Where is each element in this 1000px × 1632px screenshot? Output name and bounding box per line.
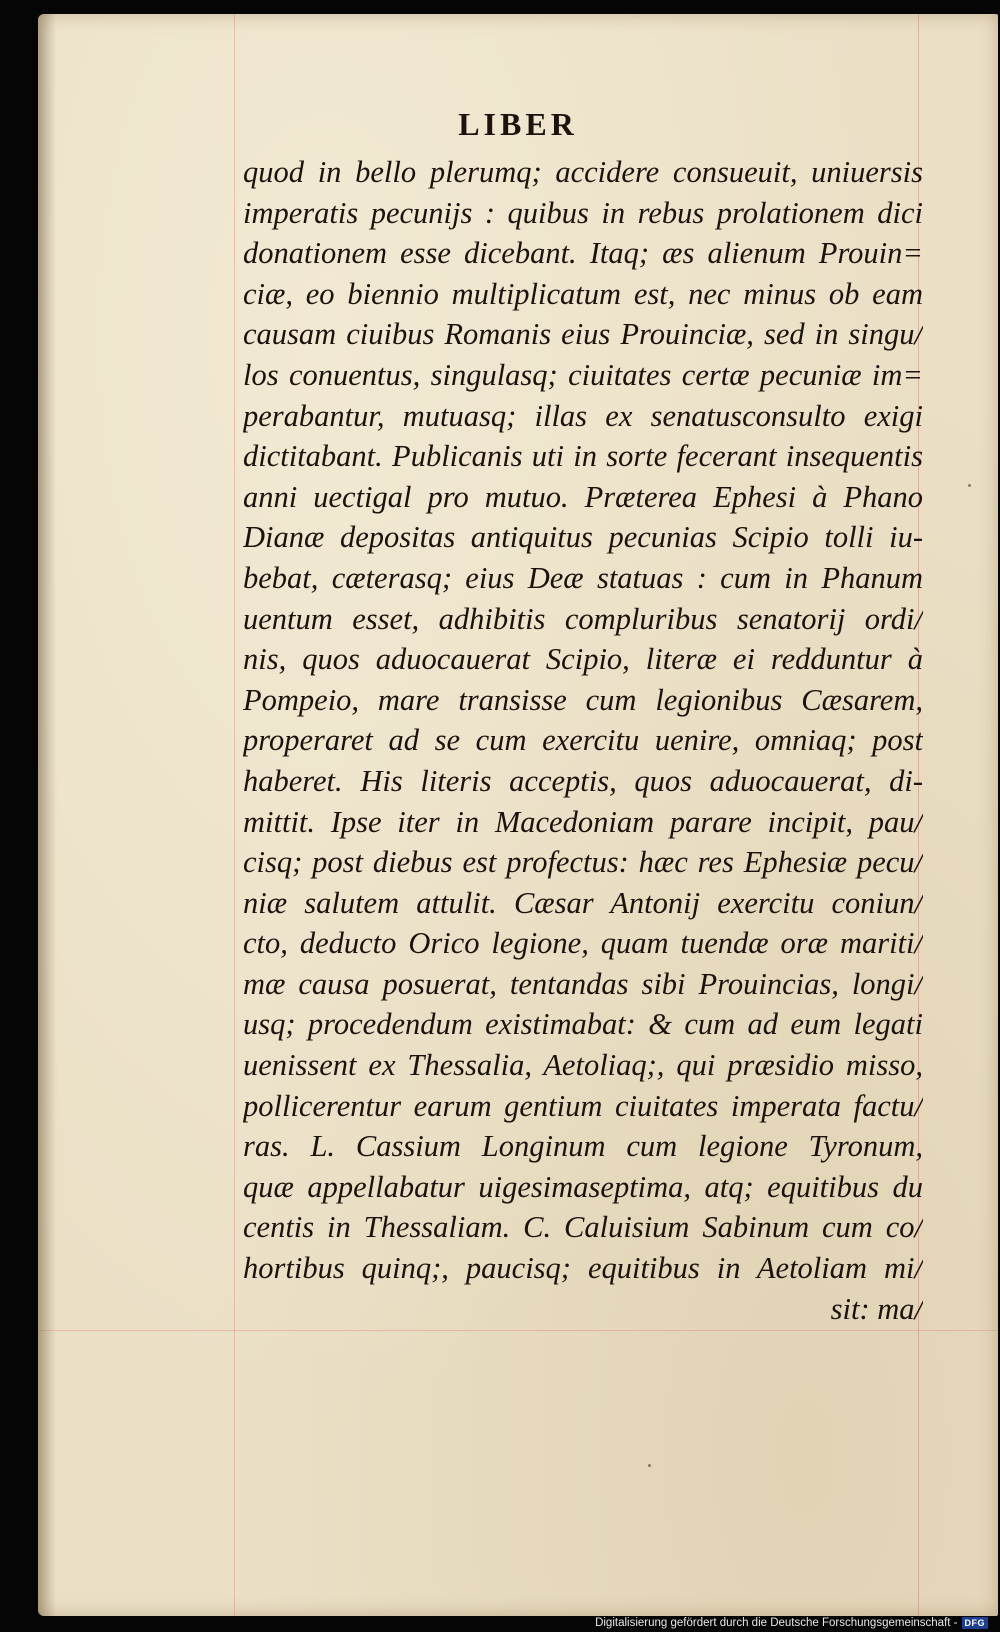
running-head: LIBER [458, 106, 578, 142]
margin-rule-bottom [38, 1330, 998, 1331]
text-line: donationem esse dicebant. Itaq; æs alienum Prouin= [243, 236, 923, 271]
text-line: uentum esset, adhibitis compluribus senatorij ordi/ [243, 601, 923, 636]
text-line: properaret ad se cum exercitu uenire, omniaq; post [243, 723, 923, 758]
text-line: hortibus quinq;, paucisq; equitibus in Aetoliam mi/ [243, 1251, 923, 1286]
text-line: uenissent ex Thessalia, Aetoliaq;, qui præsidio misso, [243, 1048, 923, 1083]
paper-speck [968, 484, 971, 487]
text-line: quod in bello plerumq; accidere consueuit, uniuersis [243, 155, 923, 189]
text-line: mæ causa posuerat, tentandas sibi Prouincias, longi/ [243, 966, 923, 1001]
text-line: usq; procedendum existimabat: & cum ad eum legati [243, 1007, 923, 1042]
text-line: ras. L. Cassium Longinum cum legione Tyronum, [243, 1129, 923, 1164]
dfg-logo: DFG [962, 1617, 989, 1629]
footer-text: Digitalisierung gefördert durch die Deutsche Forschungsgemeinschaft - [595, 1617, 958, 1629]
catchword: sit: ma/ [830, 1291, 923, 1326]
text-line: quæ appellabatur uigesimaseptima, atq; equitibus du [243, 1169, 923, 1204]
text-line: anni uectigal pro mutuo. Præterea Ephesi à Phano [243, 479, 923, 514]
text-line: perabantur, mutuasq; illas ex senatusconsulto exigi [243, 398, 923, 433]
text-line: Dianæ depositas antiquitus pecunias Scipio tolli iu- [243, 520, 923, 555]
text-line: haberet. His literis acceptis, quos aduocauerat, di- [243, 763, 923, 798]
text-line: imperatis pecunijs : quibus in rebus prolationem dici [243, 195, 923, 230]
text-line: los conuentus, singulasq; ciuitates certæ pecuniæ im= [243, 357, 923, 392]
text-line: pollicerentur earum gentium ciuitates imperata factu/ [243, 1088, 923, 1123]
text-line: mittit. Ipse iter in Macedoniam parare incipit, pau/ [243, 804, 923, 839]
text-line: dictitabant. Publicanis uti in sorte fecerant insequentis [243, 439, 923, 474]
paper-speck [648, 1464, 651, 1467]
margin-rule-left [234, 14, 235, 1616]
text-line: ciæ, eo biennio multiplicatum est, nec minus ob eam [243, 276, 923, 311]
text-line: cisq; post diebus est profectus: hæc res Ephesiæ pecu/ [243, 845, 923, 880]
text-line: cto, deducto Orico legione, quam tuendæ oræ mariti/ [243, 926, 923, 961]
text-line: causam ciuibus Romanis eius Prouinciæ, sed in singu/ [243, 317, 923, 352]
text-line: nis, quos aduocauerat Scipio, literæ ei redduntur à [243, 642, 923, 677]
text-line: niæ salutem attulit. Cæsar Antonij exercitu coniun/ [243, 885, 923, 920]
text-line: Pompeio, mare transisse cum legionibus Cæsarem, [243, 682, 923, 717]
body-text [243, 152, 923, 1329]
text-line: bebat, cæterasq; eius Deæ statuas : cum in Phanum [243, 560, 923, 595]
page-gutter-shadow [38, 14, 56, 1616]
text-line: centis in Thessaliam. C. Caluisium Sabinum cum co/ [243, 1210, 923, 1245]
book-page [38, 14, 998, 1616]
digitization-footer [595, 1617, 988, 1629]
